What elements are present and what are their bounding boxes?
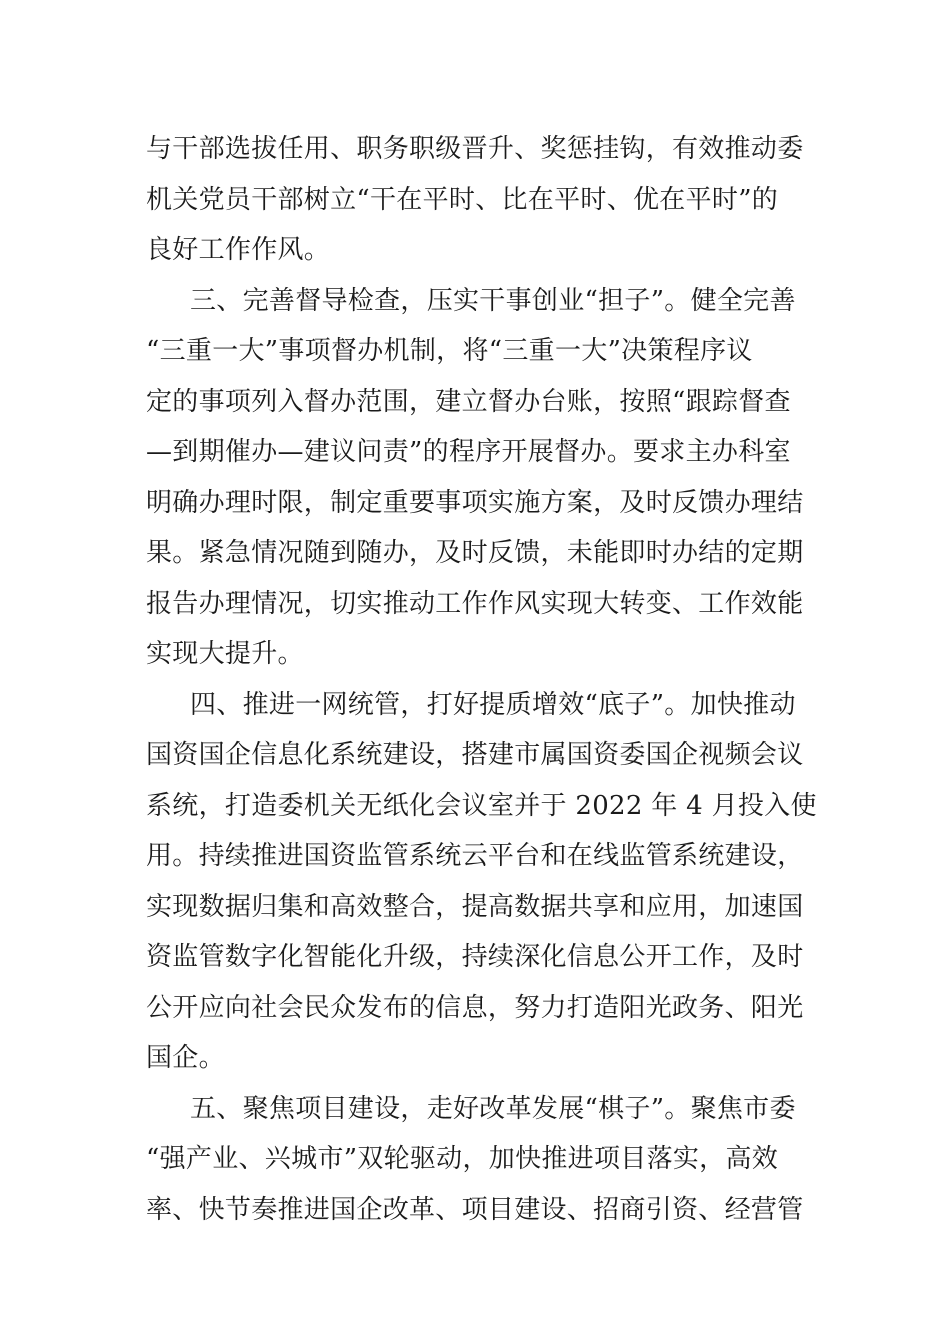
text-line: 资监管数字化智能化升级，持续深化信息公开工作，及时 [146, 942, 804, 972]
text-line: 报告办理情况，切实推动工作作风实现大转变、工作效能 [146, 588, 804, 619]
text-line: 实现数据归集和高效整合，提高数据共享和应用，加速国 [146, 891, 804, 922]
text-line: —到期催办—建议问责”的程序开展督办。要求主办科室 [146, 437, 791, 467]
text-line: 良好工作作风。 [146, 235, 331, 265]
section-heading-line: 三、完善督导检查，压实干事创业“担子”。健全完善 [190, 285, 796, 316]
text-line: 实现大提升。 [146, 639, 304, 669]
text-line: 与干部选拔任用、职务职级晋升、奖惩挂钩，有效推动委 [146, 134, 804, 164]
document-body [146, 124, 817, 1235]
text-line: 国企。 [146, 1043, 225, 1073]
text-line: 国资国企信息化系统建设，搭建市属国资委国企视频会议 [146, 740, 804, 770]
text-line: 果。紧急情况随到随办，及时反馈，未能即时办结的定期 [146, 538, 804, 568]
text-line: 明确办理时限，制定重要事项实施方案，及时反馈办理结 [146, 487, 804, 518]
text-line: 用。持续推进国资监管系统云平台和在线监管系统建设， [146, 841, 804, 871]
text-line: 机关党员干部树立“干在平时、比在平时、优在平时”的 [146, 184, 779, 215]
text-line: 率、快节奏推进国企改革、项目建设、招商引资、经营管 [146, 1194, 804, 1225]
text-line: “三重一大”事项督办机制，将“三重一大”决策程序议 [146, 336, 753, 366]
text-line: “强产业、兴城市”双轮驱动，加快推进项目落实，高效 [146, 1144, 779, 1174]
section-heading-line: 四、推进一网统管，打好提质增效“底子”。加快推动 [190, 689, 796, 720]
text-line: 公开应向社会民众发布的信息，努力打造阳光政务、阳光 [146, 992, 804, 1023]
text-line: 系统，打造委机关无纸化会议室并于 2022 年 4 月投入使 [146, 790, 817, 821]
text-line: 定的事项列入督办范围，建立督办台账，按照“跟踪督查 [146, 386, 791, 417]
section-heading-line: 五、聚焦项目建设，走好改革发展“棋子”。聚焦市委 [190, 1093, 796, 1124]
